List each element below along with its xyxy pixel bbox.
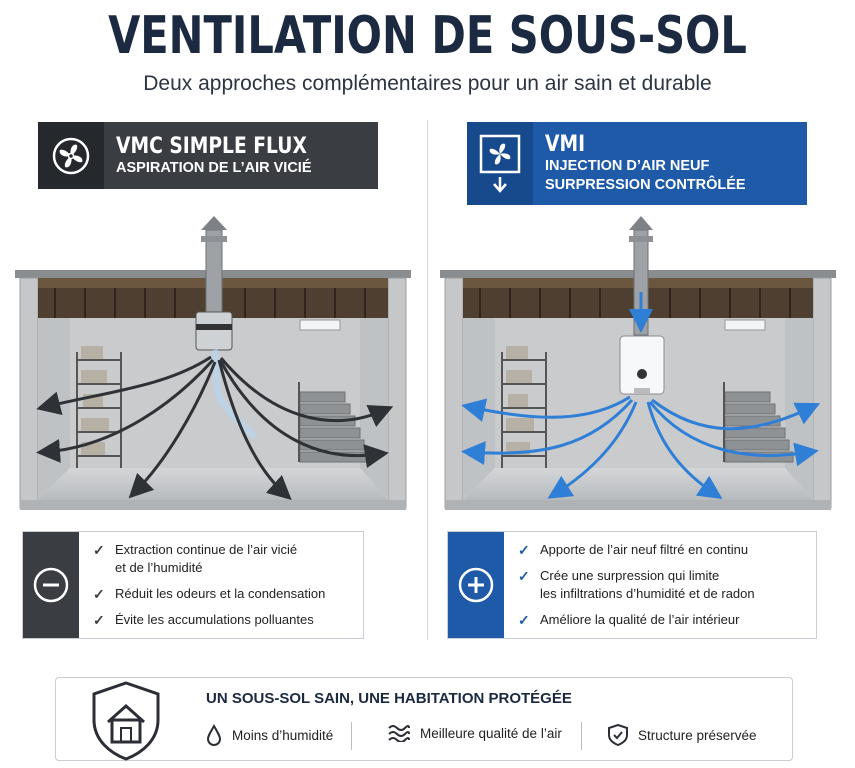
list-item: ✓ Extraction continue de l’air vicié et de l’humidité <box>93 542 298 575</box>
fan-icon <box>38 122 104 189</box>
check-icon: ✓ <box>93 586 105 602</box>
list-item: ✓ Évite les accumulations polluantes <box>93 612 314 628</box>
house-shield-icon <box>90 680 162 767</box>
list-item: ✓ Crée une surpression qui limite les infiltrations d’humidité et de radon <box>518 568 755 601</box>
check-icon: ✓ <box>518 568 530 584</box>
fan-down-arrow-icon <box>467 122 533 205</box>
vmi-basement-illustration <box>440 212 840 517</box>
list-item: ✓ Améliore la qualité de l’air intérieur <box>518 612 740 628</box>
minus-icon <box>23 532 79 638</box>
page-title: VENTILATION DE SOUS-SOL <box>108 6 747 66</box>
feature-structure: Structure préservée <box>608 724 757 746</box>
divider <box>581 722 582 750</box>
plus-icon <box>448 532 504 638</box>
vmc-benefits-box <box>22 531 364 639</box>
air-waves-icon <box>388 724 410 742</box>
check-icon: ✓ <box>93 612 105 628</box>
feature-air-quality: Meilleure qualité de l’air <box>388 724 562 742</box>
vmi-subtitle-1: INJECTION D’AIR NEUF <box>545 158 710 174</box>
vmc-header <box>38 122 378 189</box>
list-item: ✓ Réduit les odeurs et la condensation <box>93 586 326 602</box>
divider <box>351 722 352 750</box>
banner-title: UN SOUS-SOL SAIN, UNE HABITATION PROTÉGÉE <box>206 690 572 707</box>
check-icon: ✓ <box>518 542 530 558</box>
vmi-header <box>467 122 807 205</box>
vmi-benefits-box <box>447 531 817 639</box>
vmi-title: VMI <box>545 132 586 157</box>
check-icon: ✓ <box>93 542 105 558</box>
shield-check-icon <box>608 724 628 746</box>
vmc-basement-illustration <box>15 212 415 517</box>
vmc-title: VMC SIMPLE FLUX <box>116 133 307 159</box>
feature-humidity: Moins d’humidité <box>206 724 333 746</box>
list-item: ✓ Apporte de l’air neuf filtré en continu <box>518 542 749 558</box>
check-icon: ✓ <box>518 612 530 628</box>
page-subtitle: Deux approches complémentaires pour un air sain et durable <box>143 72 712 95</box>
summary-banner <box>55 677 793 761</box>
vmi-subtitle-2: SURPRESSION CONTRÔLÉE <box>545 177 746 193</box>
water-drop-icon <box>206 724 222 746</box>
column-divider <box>427 120 428 640</box>
vmc-subtitle: ASPIRATION DE L’AIR VICIÉ <box>116 159 312 176</box>
